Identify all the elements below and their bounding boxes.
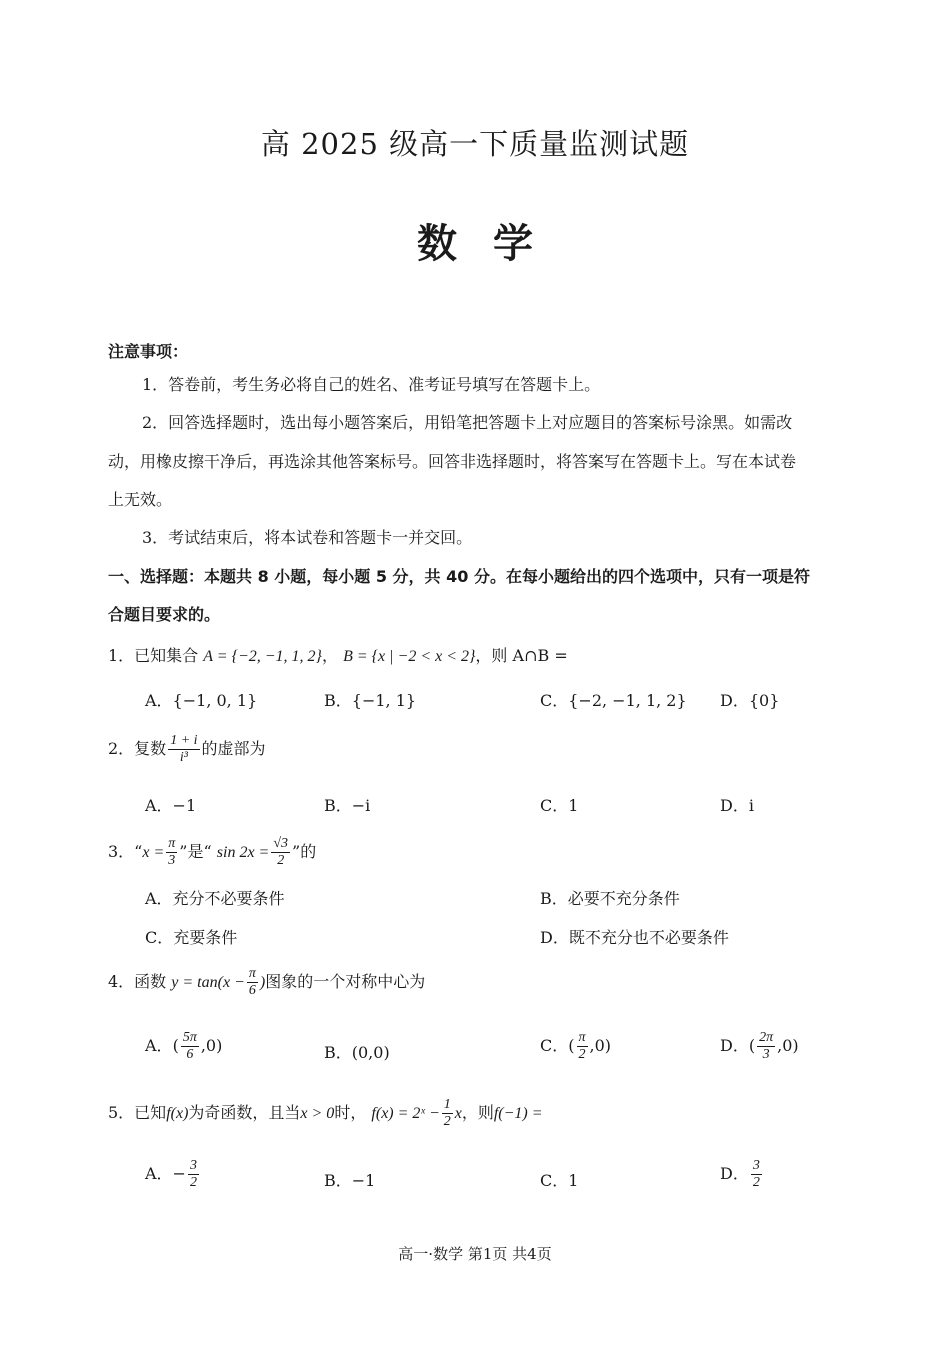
question-2-stem [108, 733, 266, 766]
q4-option-a-tail: ,0) [200, 1036, 223, 1056]
q3-denominator-2: 2 [277, 853, 285, 869]
q5-option-d-num: 3 [751, 1158, 762, 1175]
page-footer: 高一·数学 第1页 共4页 [398, 1245, 552, 1263]
q3-suffix: ”的 [292, 842, 317, 862]
q3-mid: ”是“ [179, 842, 212, 862]
q5-option-b: B．−1 [324, 1171, 376, 1190]
q5-option-a-num: 3 [188, 1158, 199, 1175]
question-5-stem [108, 1097, 543, 1130]
q4-option-a [145, 1030, 222, 1063]
q4-option-a-den: 6 [186, 1047, 194, 1063]
q5-numerator: 1 [442, 1097, 453, 1114]
q5-mid-2: 时， [334, 1103, 367, 1123]
q4-option-b: B．(0,0) [324, 1043, 390, 1062]
q4-numerator: π [247, 966, 258, 983]
q3-option-d: D．既不充分也不必要条件 [540, 928, 729, 947]
q2-numerator: 1 + i [168, 733, 199, 750]
q5-variable: x [454, 1105, 462, 1123]
section-heading-line-1: 一、选择题：本题共 8 小题，每小题 5 分，共 40 分。在每小题给出的四个选项中，只有一项是符 [108, 567, 810, 586]
q5-option-a-fraction [188, 1158, 199, 1191]
q5-option-a [145, 1158, 201, 1191]
q2-denominator: i³ [179, 750, 188, 766]
q5-option-a-den: 2 [189, 1175, 197, 1191]
q1-option-b: B．{−1, 1} [324, 691, 417, 710]
q1-suffix: ，则 A∩B = [475, 646, 568, 665]
q5-option-d-label: D． [720, 1164, 749, 1184]
q5-denominator: 2 [443, 1114, 451, 1130]
q2-option-c: C．1 [540, 796, 579, 815]
notice-item-2-line-3: 上无效。 [108, 490, 173, 509]
q5-ask: f(−1) = [493, 1105, 543, 1123]
q3-option-a: A．充分不必要条件 [145, 889, 285, 908]
q2-option-d: D．i [720, 796, 754, 815]
q1-option-c: C．{−2, −1, 1, 2} [540, 691, 687, 710]
q4-option-d-fraction [757, 1030, 775, 1063]
q3-sin: sin 2x = [216, 844, 270, 862]
q5-option-c: C．1 [540, 1171, 579, 1190]
question-1-stem [108, 643, 568, 666]
q2-option-a: A．−1 [145, 796, 197, 815]
q3-option-b: B．必要不充分条件 [540, 889, 680, 908]
notice-heading: 注意事项： [108, 342, 189, 361]
q5-condition: x > 0 [300, 1105, 335, 1123]
notice-item-1: 1．答卷前，考生务必将自己的姓名、准考证号填写在答题卡上。 [142, 375, 601, 394]
notice-item-2-line-1: 2．回答选择题时，选出每小题答案后，用铅笔把答题卡上对应题目的答案标号涂黑。如需改 [142, 413, 793, 432]
exam-title: 高 2025 级高一下质量监测试题 [260, 127, 690, 161]
q5-fraction [442, 1097, 453, 1130]
q4-option-d-label: D． [720, 1036, 749, 1056]
q1-set-b: B = {x | −2 < x < 2} [343, 648, 476, 665]
q1-option-a: A．{−1, 0, 1} [145, 691, 258, 710]
q5-mid-1: 为奇函数，且当 [188, 1103, 301, 1123]
q1-separator: ， [321, 646, 338, 665]
q2-prefix: 2．复数 [108, 739, 167, 759]
q4-option-c-num: π [577, 1030, 588, 1047]
notice-item-2-line-2: 动，用橡皮擦干净后，再选涂其他答案标号。回答非选择题时，将答案写在答题卡上。写在本试卷 [108, 452, 797, 471]
q4-option-c-den: 2 [578, 1047, 586, 1063]
q1-option-d: D．{0} [720, 691, 780, 710]
q3-numerator-1: π [166, 836, 177, 853]
q2-fraction [168, 733, 199, 766]
q4-option-a-num: 5π [181, 1030, 199, 1047]
q3-fraction-2 [271, 836, 290, 869]
q4-option-d-den: 3 [762, 1047, 770, 1063]
q4-function: y = tan(x − [171, 974, 245, 992]
q4-option-d-open: ( [748, 1036, 756, 1056]
q4-option-d [720, 1030, 799, 1063]
q3-fraction-1 [166, 836, 177, 869]
q2-option-b: B．−i [324, 796, 371, 815]
q4-option-d-tail: ,0) [777, 1036, 799, 1056]
q5-option-d [720, 1158, 764, 1191]
q5-definition: f(x) = 2ˣ − [371, 1105, 440, 1123]
question-4-stem [108, 966, 425, 999]
q4-fraction [247, 966, 258, 999]
section-heading-line-2: 合题目要求的。 [108, 605, 221, 624]
q4-option-d-num: 2π [757, 1030, 775, 1047]
subject-title: 数学 [417, 220, 569, 267]
q4-option-c-open: ( [568, 1036, 575, 1056]
q3-numerator-2: √3 [271, 836, 290, 853]
q2-suffix: 的虚部为 [201, 739, 266, 759]
q4-close-paren: ) [259, 974, 266, 992]
q5-mid-3: ，则 [461, 1103, 494, 1123]
q4-prefix: 4．函数 [108, 972, 167, 992]
notice-item-3: 3．考试结束后，将本试卷和答题卡一并交回。 [142, 528, 473, 547]
q4-suffix: 图象的一个对称中心为 [265, 972, 426, 992]
q5-prefix: 5．已知 [108, 1103, 167, 1123]
q3-option-c: C．充要条件 [145, 928, 238, 947]
q4-option-c-tail: ,0) [589, 1036, 612, 1056]
q5-fx: f(x) [166, 1105, 189, 1123]
q5-option-a-label: A．− [145, 1164, 186, 1184]
q4-option-c-fraction [577, 1030, 588, 1063]
q4-option-c-label: C． [540, 1036, 569, 1056]
q3-lhs: x = [142, 844, 165, 862]
q4-option-a-fraction [181, 1030, 199, 1063]
q3-prefix: 3．“ [108, 842, 143, 862]
q4-denominator: 6 [248, 983, 256, 999]
question-3-stem [108, 836, 316, 869]
q4-option-a-open: ( [172, 1036, 179, 1056]
q1-prefix: 1．已知集合 [108, 646, 199, 665]
q4-option-a-label: A． [145, 1036, 173, 1056]
q1-set-a: A = {−2, −1, 1, 2} [203, 648, 322, 665]
q5-option-d-fraction [751, 1158, 762, 1191]
q3-denominator-1: 3 [168, 853, 176, 869]
q5-option-d-den: 2 [752, 1175, 760, 1191]
q4-option-c [540, 1030, 611, 1063]
